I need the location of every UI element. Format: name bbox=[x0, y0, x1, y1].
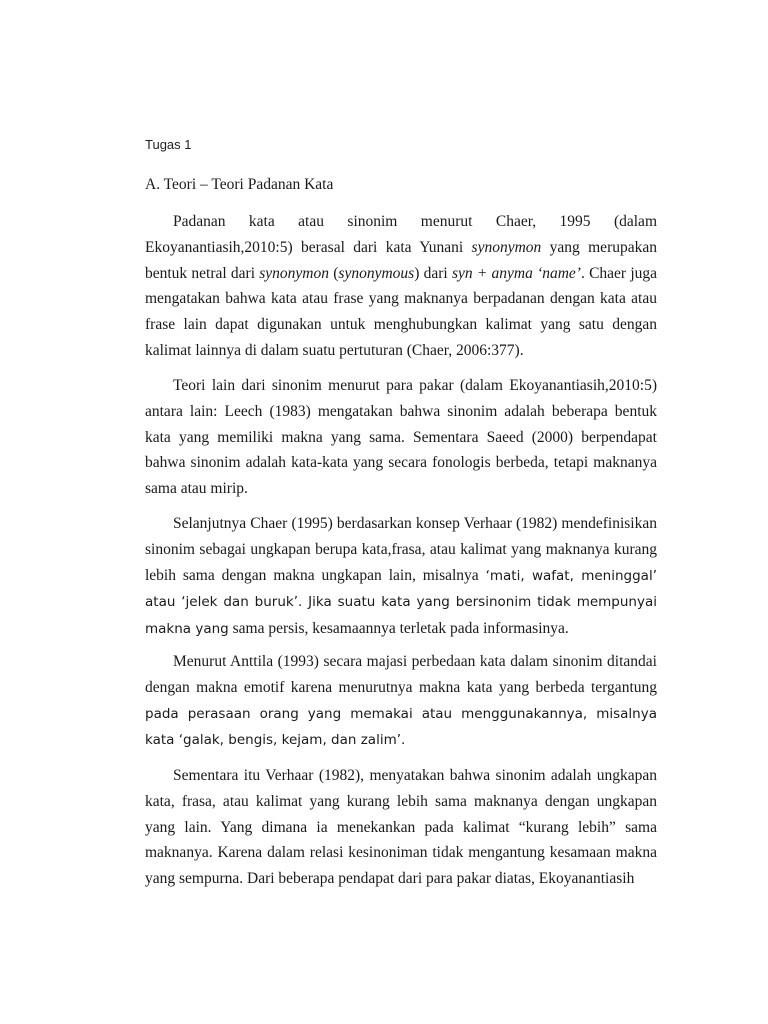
text-run: Menurut Anttila (1993) secara majasi perbedaan kata dalam sinonim ditandai dengan makna emotif karena menurutnya makna kata yang berbeda tergantung bbox=[145, 653, 657, 696]
paragraph-4 bbox=[145, 649, 657, 754]
text-run: yang merupakan bentuk netral dari bbox=[145, 238, 657, 282]
text-run-italic: synonymon bbox=[259, 264, 330, 282]
text-run: sama persis, kesamaannya terletak pada informasinya. bbox=[228, 620, 569, 638]
text-run: ( bbox=[329, 264, 339, 282]
text-run-sans: ‘mati, wafat, meninggal’ atau ‘jelek dan buruk’. Jika suatu kata yang bersinonim tidak mempunyai makna yang bbox=[145, 567, 657, 638]
text-run: Teori lain dari sinonim menurut para pakar (dalam Ekoyanantiasih,2010:5) antara lain: Leech (1983) mengatakan bahwa sinonim adalah beberapa bentuk kata yang memiliki makna yang sama. Sementara Saeed (2000) berpendapat bahwa sinonim adalah kata-kata yang secara fonologis berbeda, tetapi maknanya sama atau mirip. bbox=[145, 377, 657, 498]
paragraph-5 bbox=[145, 763, 657, 892]
text-run: . Chaer juga mengatakan bahwa kata atau frase yang maknanya berpadanan dengan kata atau frase lain dapat digunakan untuk menghubungkan kalimat yang satu dengan kalimat lainnya di dalam suatu pertuturan (Chaer, 2006:377). bbox=[145, 264, 657, 359]
text-run-italic: syn + anyma ‘name’ bbox=[451, 264, 581, 282]
paragraph-3 bbox=[145, 511, 657, 643]
text-run-sans: pada perasaan orang yang memakai atau menggunakannya, misalnya kata ‘galak, bengis, kejam, dan zalim’. bbox=[145, 705, 657, 749]
text-run: ) dari bbox=[414, 264, 452, 282]
text-run-italic: synonymous bbox=[338, 264, 415, 282]
assignment-label: Tugas 1 bbox=[145, 137, 192, 152]
text-run: Sementara itu Verhaar (1982), menyatakan bahwa sinonim adalah ungkapan kata, frasa, atau kalimat yang kurang lebih sama maknanya dengan ungkapan yang lain. Yang dimana ia menekankan pada kalimat “kurang lebih” sama maknanya. Karena dalam relasi kesinoniman tidak mengantung kesamaan makna yang sempurna. Dari beberapa pendapat dari para pakar diatas, Ekoyanantiasih bbox=[145, 767, 657, 888]
section-title: A. Teori – Teori Padanan Kata bbox=[145, 176, 334, 193]
paragraph-2 bbox=[145, 373, 657, 502]
text-run: Padanan kata atau sinonim menurut Chaer, 1995 (dalam Ekoyanantiasih,2010:5) berasal dari kata Yunani bbox=[145, 213, 657, 256]
text-run-italic: synonymon bbox=[471, 238, 542, 256]
text-run: Selanjutnya Chaer (1995) berdasarkan konsep Verhaar (1982) mendefinisikan sinonim sebagai ungkapan berupa kata,frasa, atau kalimat yang maknanya kurang lebih sama dengan makna ungkapan lain, misalnya bbox=[145, 515, 657, 584]
paragraph-1 bbox=[145, 209, 657, 364]
